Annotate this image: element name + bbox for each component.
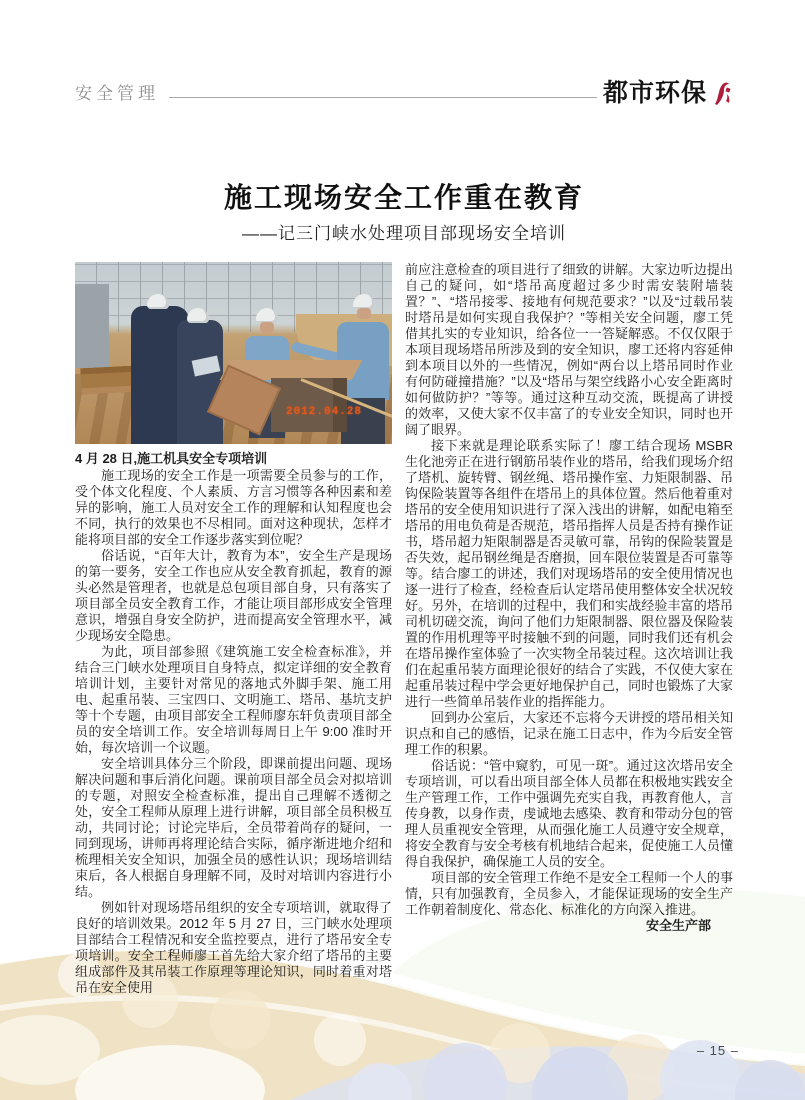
left-column <box>75 262 392 996</box>
article-paragraph: 俗话说：“管中窥豹，可见一斑”。通过这次塔吊安全专项培训，可以看出项目部全体人员都在积极地实践安全生产管理工作，工作中强调先充实自我，再教育他人，言传身教，以身作责，虔诚地去感染、教育和带动分包的管理人员重视安全管理，从而强化施工人员遵守安全规章，将安全教育与安全考核有机地结合起来，促使施工人员懂得自我保护，确保施工人员的安全。 <box>405 758 733 869</box>
magazine-logo <box>603 80 733 106</box>
header-divider <box>169 96 597 98</box>
article-title: 施工现场安全工作重在教育 <box>223 182 584 213</box>
photo-worker-2 <box>177 320 223 444</box>
photo-helmet-3 <box>256 308 278 323</box>
article-paragraph: 俗话说，“百年大计，教育为本”，安全生产是现场的第一要务，安全工作也应从安全教育抓起，教育的源头必然是管理者，也就是总包项目部自身，只有落实了项目部全员安全教育工作，才能让项目部形成安全管理意识，增强自身安全防护，进而提高安全管理水平，减少现场安全隐患。 <box>75 548 392 643</box>
photo-helmet-4 <box>353 294 375 309</box>
page-header <box>75 70 733 106</box>
article-signature: 安全生产部 <box>645 918 711 933</box>
photo-caption: 4 月 28 日,施工机具安全专项培训 <box>75 451 268 466</box>
page-number: – 15 – <box>696 1043 739 1058</box>
article-paragraph: 接下来就是理论联系实际了！廖工结合现场 MSBR 生化池旁正在进行钢筋吊装作业的塔吊，给我们现场介绍了塔机、旋转臂、钢丝绳、塔吊操作室、力矩限制器、吊钩保险装置等各组件在塔吊上的具体位置。然后他着重对塔吊的安全使用知识进行了深入浅出的讲解，如配电箱至塔吊的用电负荷是否规范，塔吊指挥人员是否持有操作证书，塔吊超力矩限制器是否灵敏可靠，吊钩的保险装置是否失效，起吊钢丝绳是否磨损，回车限位装置是否可靠等等。结合廖工的讲述，我们对现场塔吊的安全使用情况也逐一进行了检查，经检查后认定塔吊使用整体安全状况较好。另外，在培训的过程中，我们和实战经验丰富的塔吊司机切磋交流，询问了他们力矩限制器、限位器及保险装置的作用机理等平时接触不到的问题，同时我们还有机会在塔吊操作室体验了一次实物全吊装过程。这次培训让我们在起重吊装方面理论很好的结合了实践，不仅使大家在起重吊装过程中学会更好地保护自己，同时也锻炼了大家进行一些简单吊装作业的指挥能力。 <box>405 438 733 709</box>
right-column <box>405 262 733 996</box>
photo-helmet-1 <box>147 294 169 309</box>
photo-date-stamp: 2012.04.28 <box>285 406 362 418</box>
section-label: 安全管理 <box>75 84 159 103</box>
photo-wall <box>75 284 109 368</box>
article-paragraph: 项目部的安全管理工作绝不是安全工程师一个人的事情，只有加强教育，全员参入，才能保证现场的安全生产工作朝着制度化、常态化、标准化的方向深入推进。 <box>405 870 733 917</box>
article-photo <box>75 262 392 444</box>
article-subtitle: ——记三门峡水处理项目部现场安全培训 <box>242 224 566 243</box>
article-paragraph: 施工现场的安全工作是一项需要全员参与的工作，受个体文化程度、个人素质、方言习惯等各种因素和差异的影响，施工人员对安全工作的理解和认知程度也会不同，执行的效果也不尽相同。面对这种现状，怎样才能将项目部的安全工作逐步落实到位呢？ <box>75 468 392 547</box>
photo-face-4 <box>357 308 371 319</box>
article-paragraph: 安全培训具体分三个阶段，即课前提出问题、现场解决问题和事后消化问题。课前项目部全员会对拟培训的专题，对照安全检查标准，提出自己理解不透彻之处，安全工程师从原理上进行讲解，项目部全员积极互动，共同讨论；讨论完毕后，全员带着尚存的疑问，一同到现场，讲师再将理论结合实际，循序渐进地介绍和梳理相关安全知识，加强全员的感性认识；现场培训结束后，各人根据自身理解不同，及时对培训内容进行小结。 <box>75 756 392 899</box>
magazine-name: 都市环保 <box>602 80 707 107</box>
photo-helmet-2 <box>187 308 209 323</box>
article-paragraph: 前应注意检查的项目进行了细致的讲解。大家边听边提出自己的疑问，如“塔吊高度超过多少时需安装附墙装置？”、“塔吊接零、接地有何规范要求？”以及“过载吊装时塔吊是如何实现自我保护？”等相关安全问题，廖工凭借其扎实的专业知识，给各位一一答疑解惑。不仅仅限于本项目现场塔吊所涉及到的安全知识，廖工还将内容延伸到本项目以外的一些情况，例如“两台以上塔吊同时作业有何防碰撞措施？”以及“塔吊与架空线路小心安全距离时如何做防护？”等等。通过这种互动交流，既提高了讲授的效率，又使大家不仅丰富了的专业安全知识，同时也开阔了眼界。 <box>405 262 733 437</box>
article-paragraph: 回到办公室后，大家还不忘将今天讲授的塔吊相关知识点和自己的感悟，记录在施工日志中，作为今后安全管理工作的积累。 <box>405 710 733 757</box>
photo-face-3 <box>260 322 274 333</box>
article-paragraph: 为此，项目部参照《建筑施工安全检查标准》，并结合三门峡水处理项目自身特点，拟定详细的安全教育培训计划，主要针对常见的落地式外脚手架、施工用电、起重吊装、三宝四口、文明施工、塔吊、基坑支护等十个专题，由项目部安全工程师廖东轩负责项目部全员的安全培训工作。安全培训每周日上午 9:00 准时开始，每次培训一个议题。 <box>75 644 392 755</box>
article-paragraph: 例如针对现场塔吊组织的安全专项培训，就取得了良好的培训效果。2012 年 5 月 27 日，三门峡水处理项目部结合工程情况和安全监控要点，进行了塔吊安全专项培训。安全工程师廖工首先给大家介绍了塔吊的主要组成部件及其吊装工作原理等理论知识，同时着重对塔吊在安全使用 <box>75 900 392 995</box>
phoenix-logo-icon <box>709 80 733 108</box>
article-body <box>75 262 733 996</box>
